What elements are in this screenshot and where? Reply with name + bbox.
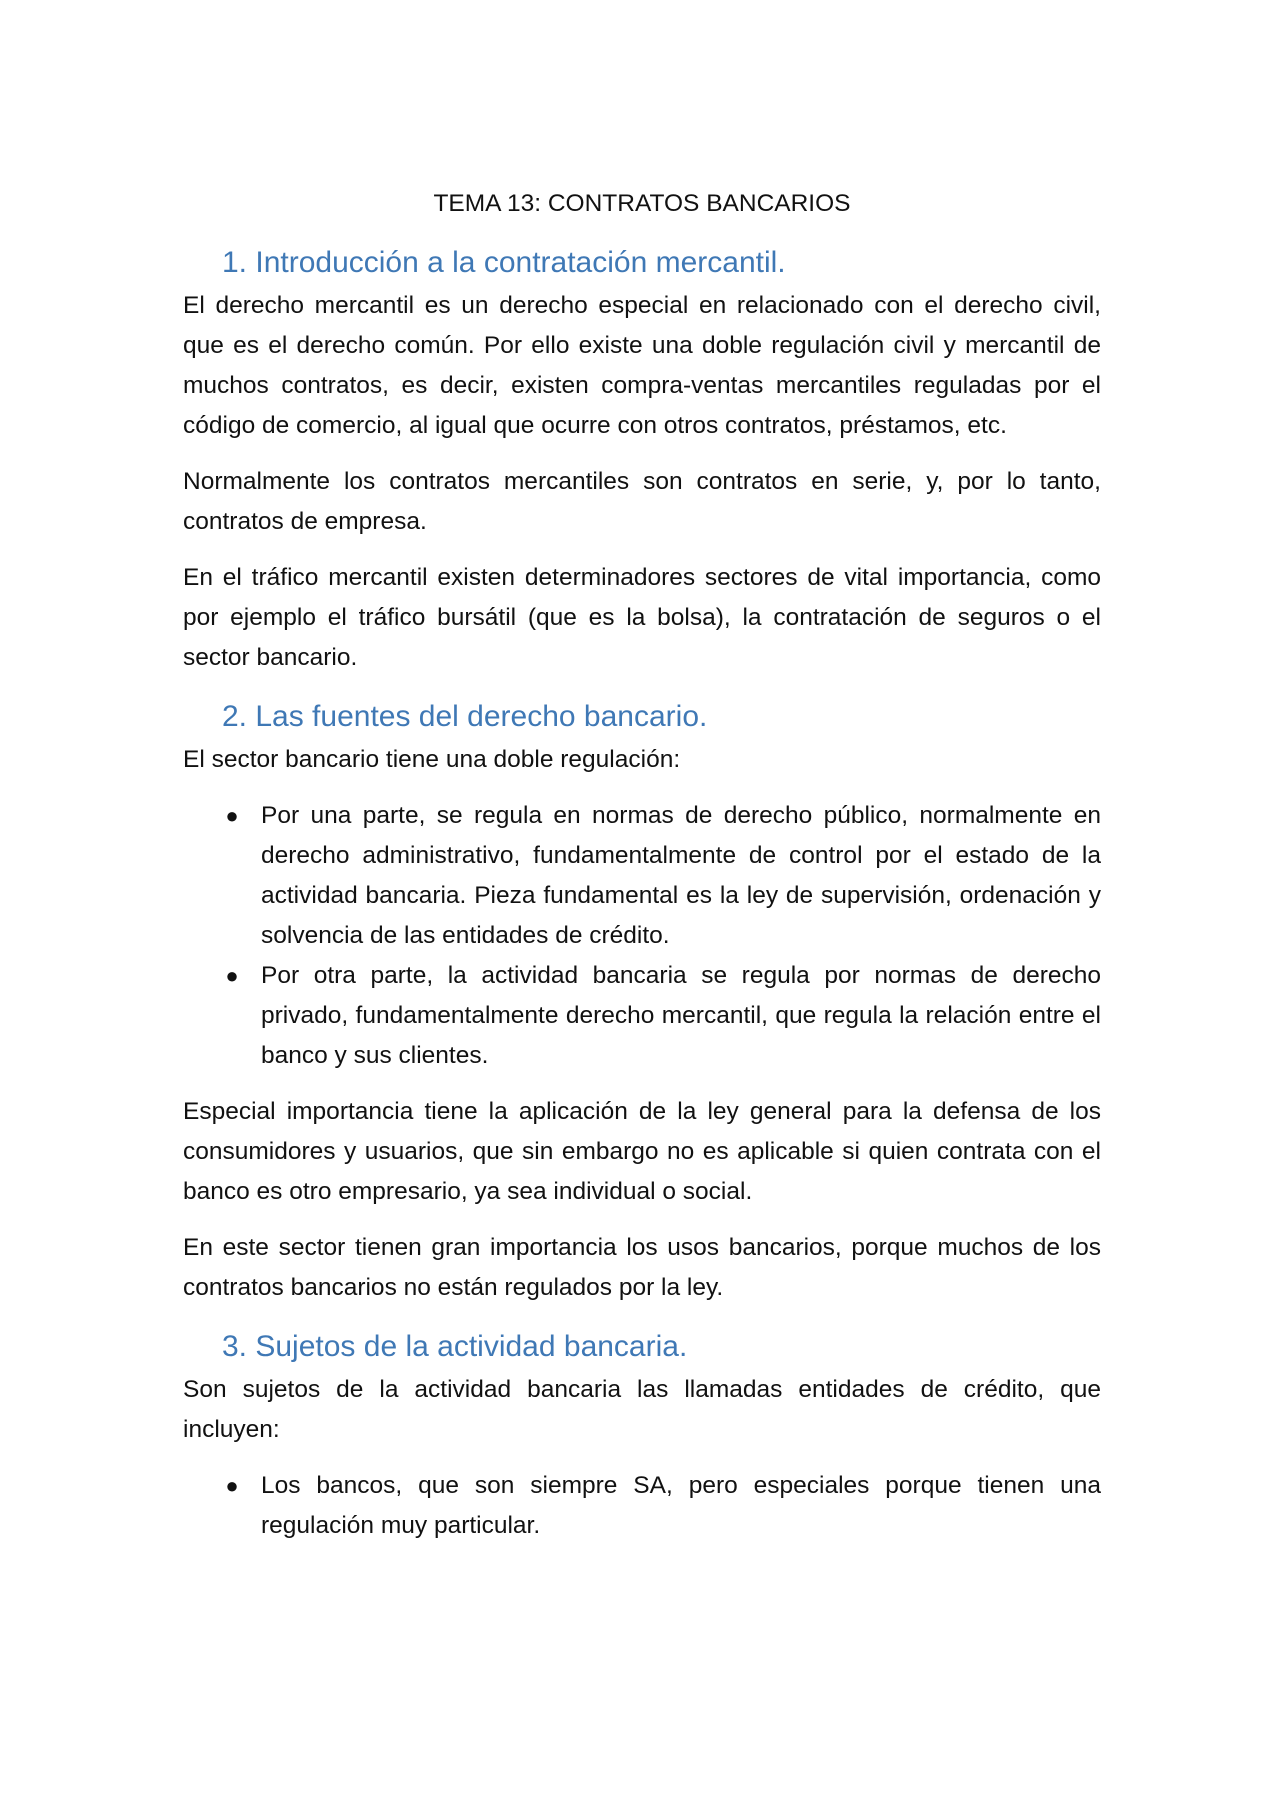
bullet-dot-icon: ●: [225, 1473, 239, 1498]
bullet-list: [183, 1466, 1101, 1546]
paragraph: En el tráfico mercantil existen determinadores sectores de vital importancia, como por ejemplo el tráfico bursátil (que es la bolsa), la contratación de seguros o el sector bancario.: [183, 564, 1101, 671]
bullet-dot-icon: ●: [225, 803, 239, 828]
list-item-text: Por otra parte, la actividad bancaria se regula por normas de derecho privado, fundamentalmente derecho mercantil, que regula la relación entre el banco y sus clientes.: [261, 962, 1101, 1069]
section-heading: 2. Las fuentes del derecho bancario.: [222, 700, 708, 733]
list-item-text: Por una parte, se regula en normas de derecho público, normalmente en derecho administrativo, fundamentalmente de control por el estado de la actividad bancaria. Pieza fundamental es la ley de supervisión, ordenación y solvencia de las entidades de crédito.: [261, 802, 1101, 949]
section-heading: 3. Sujetos de la actividad bancaria.: [222, 1330, 688, 1363]
document-content: [183, 184, 1101, 1562]
section-fuentes: [183, 694, 1101, 1308]
list-item: [183, 796, 1101, 956]
section-heading: 1. Introducción a la contratación mercantil.: [222, 246, 786, 279]
paragraph: Especial importancia tiene la aplicación de la ley general para la defensa de los consumidores y usuarios, que sin embargo no es aplicable si quien contrata con el banco es otro empresario, ya sea individual o social.: [183, 1098, 1101, 1205]
paragraph: El derecho mercantil es un derecho especial en relacionado con el derecho civil, que es el derecho común. Por ello existe una doble regulación civil y mercantil de muchos contratos, es decir, existen compra-ventas mercantiles reguladas por el código de comercio, al igual que ocurre con otros contratos, préstamos, etc.: [183, 292, 1101, 439]
paragraph: El sector bancario tiene una doble regulación:: [183, 746, 681, 773]
section-sujetos: [183, 1324, 1101, 1546]
list-item: [183, 1466, 1101, 1546]
bullet-dot-icon: ●: [225, 963, 239, 988]
paragraph: En este sector tienen gran importancia los usos bancarios, porque muchos de los contratos bancarios no están regulados por la ley.: [183, 1234, 1101, 1301]
bullet-list: [183, 796, 1101, 1076]
paragraph: Normalmente los contratos mercantiles son contratos en serie, y, por lo tanto, contratos de empresa.: [183, 468, 1101, 535]
section-introduccion: [183, 240, 1101, 678]
document-title: TEMA 13: CONTRATOS BANCARIOS: [433, 190, 851, 217]
list-item: [183, 956, 1101, 1076]
list-item-text: Los bancos, que son siempre SA, pero especiales porque tienen una regulación muy particular.: [261, 1472, 1101, 1539]
paragraph: Son sujetos de la actividad bancaria las llamadas entidades de crédito, que incluyen:: [183, 1376, 1101, 1443]
